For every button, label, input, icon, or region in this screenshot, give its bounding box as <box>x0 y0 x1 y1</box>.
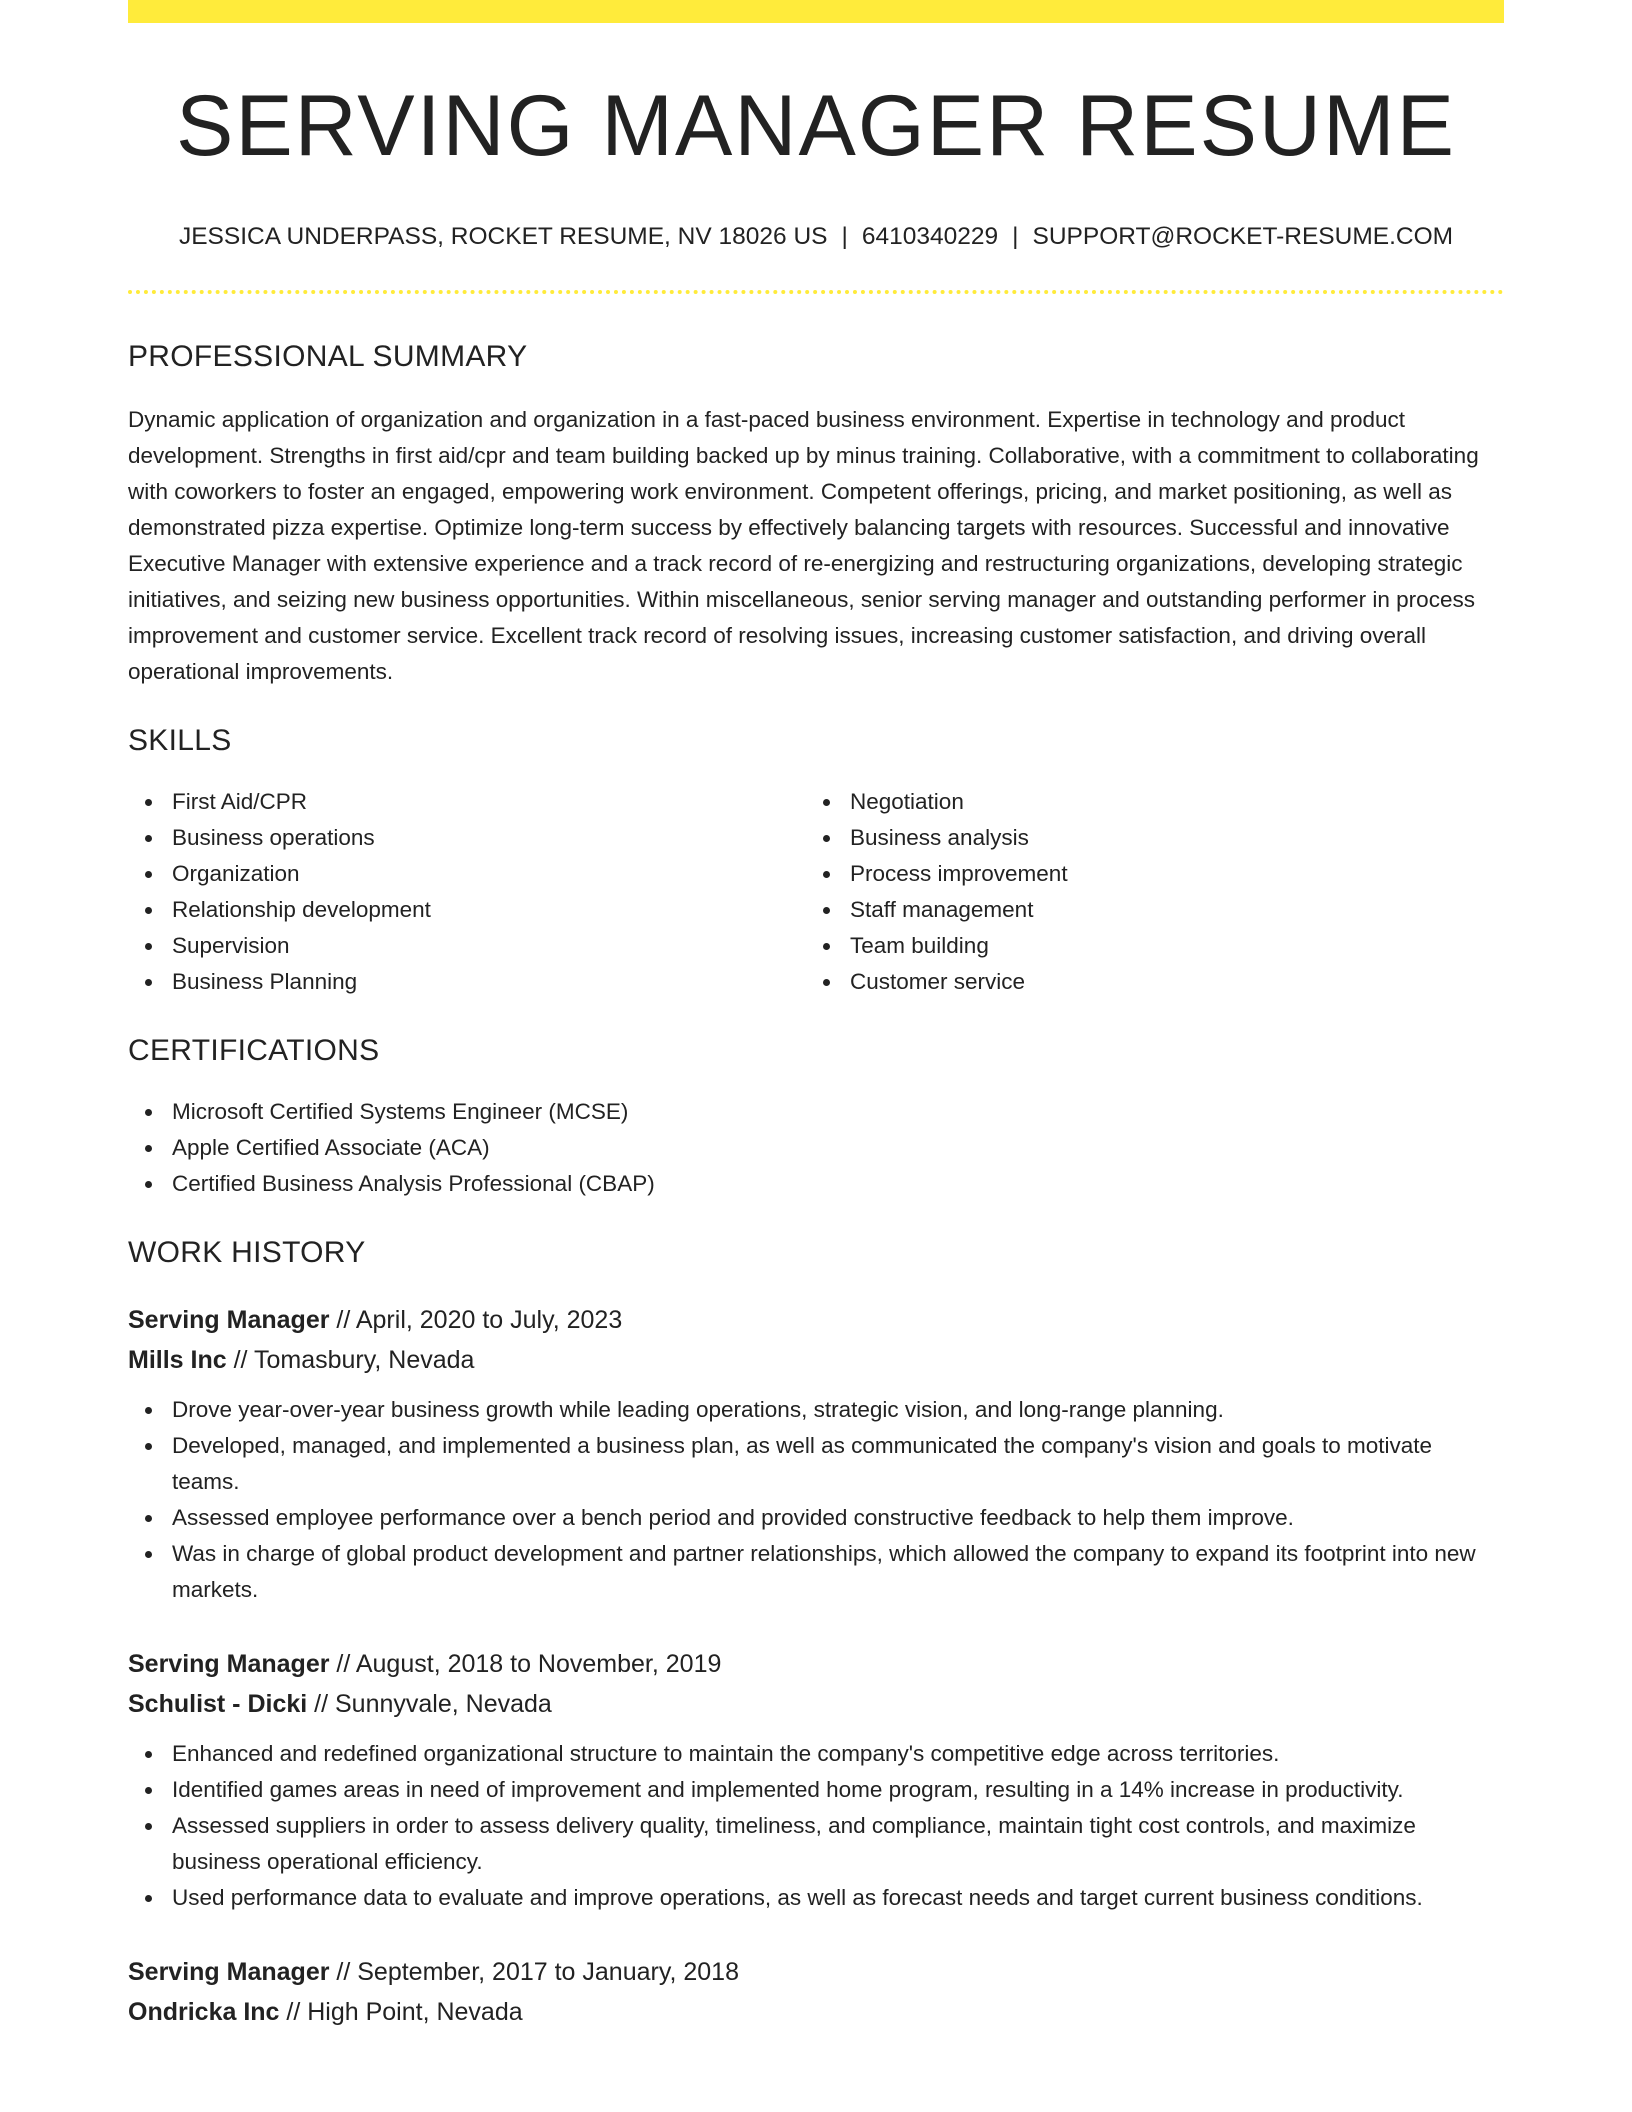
skill-item: Negotiation <box>850 784 1484 820</box>
job-title-line <box>128 1952 1504 1992</box>
job-title: Serving Manager <box>128 1305 330 1334</box>
header-divider <box>128 290 1504 294</box>
skill-item: Team building <box>850 928 1484 964</box>
job-title-line <box>128 1644 1504 1684</box>
contact-line <box>128 225 1504 250</box>
job-bullet: Drove year-over-year business growth while leading operations, strategic vision, and long-range planning. <box>172 1392 1504 1428</box>
job-location: // Tomasbury, Nevada <box>226 1345 475 1374</box>
skill-item: Customer service <box>850 964 1484 1000</box>
skills-columns <box>128 784 1504 1000</box>
certification-item: Apple Certified Associate (ACA) <box>172 1130 1504 1166</box>
job-bullet: Enhanced and redefined organizational structure to maintain the company's competitive edge across territories. <box>172 1736 1504 1772</box>
job-bullets <box>128 1392 1504 1608</box>
job-location: // Sunnyvale, Nevada <box>307 1689 552 1718</box>
skill-item: Staff management <box>850 892 1484 928</box>
summary-heading: PROFESSIONAL SUMMARY <box>128 339 528 373</box>
job-bullet: Identified games areas in need of improvement and implemented home program, resulting in a 14% increase in productivity. <box>172 1772 1504 1808</box>
skills-list <box>128 784 806 1000</box>
contact-address: JESSICA UNDERPASS, ROCKET RESUME, NV 18026 US <box>178 223 828 250</box>
job-title: Serving Manager <box>128 1957 330 1986</box>
job-entry <box>128 1952 1504 2032</box>
job-dates: // August, 2018 to November, 2019 <box>329 1649 722 1678</box>
job-company-line <box>128 1340 1504 1380</box>
certification-item: Microsoft Certified Systems Engineer (MCSE) <box>172 1094 1504 1130</box>
job-bullet: Assessed suppliers in order to assess delivery quality, timeliness, and compliance, maintain tight cost controls, and maximize business operational efficiency. <box>172 1808 1504 1880</box>
job-dates: // April, 2020 to July, 2023 <box>329 1305 623 1334</box>
job-bullet: Used performance data to evaluate and improve operations, as well as forecast needs and target current business conditions. <box>172 1880 1504 1916</box>
work-history-heading: WORK HISTORY <box>128 1235 366 1269</box>
job-entry <box>128 1300 1504 1608</box>
skills-column-right <box>806 784 1484 1000</box>
job-dates: // September, 2017 to January, 2018 <box>329 1957 739 1986</box>
skill-item: First Aid/CPR <box>172 784 806 820</box>
contact-separator: | <box>1012 223 1019 250</box>
skills-heading: SKILLS <box>128 723 232 757</box>
skill-item: Organization <box>172 856 806 892</box>
contact-email: SUPPORT@ROCKET-RESUME.COM <box>1032 223 1454 250</box>
job-company: Mills Inc <box>128 1345 227 1374</box>
job-bullets <box>128 1736 1504 1916</box>
skill-item: Process improvement <box>850 856 1484 892</box>
skills-list <box>806 784 1484 1000</box>
job-location: // High Point, Nevada <box>279 1997 523 2026</box>
contact-separator: | <box>841 223 848 250</box>
job-company-line <box>128 1684 1504 1724</box>
job-title: Serving Manager <box>128 1649 330 1678</box>
certifications-heading: CERTIFICATIONS <box>128 1033 380 1067</box>
skill-item: Supervision <box>172 928 806 964</box>
job-title-line <box>128 1300 1504 1340</box>
job-entry <box>128 1644 1504 1916</box>
summary-text: Dynamic application of organization and organization in a fast-paced business environment. Expertise in technology and product development. Strengths in first aid/cpr and team building backed up by minus training. Collaborative, with a commitment to collaborating with coworkers to foster an engaged, empowering work environment. Competent offerings, pricing, and market positioning, as well as demonstrated pizza expertise. Optimize long-term success by effectively balancing targets with resources. Successful and innovative Executive Manager with extensive experience and a track record of re-energizing and restructuring organizations, developing strategic initiatives, and seizing new business opportunities. Within miscellaneous, senior serving manager and outstanding performer in process improvement and customer service. Excellent track record of resolving issues, increasing customer satisfaction, and driving overall operational improvements. <box>128 406 1479 684</box>
job-company-line <box>128 1992 1504 2032</box>
skills-column-left <box>128 784 806 1000</box>
certifications-list <box>128 1094 1504 1202</box>
certification-item: Certified Business Analysis Professional (CBAP) <box>172 1166 1504 1202</box>
top-accent-bar <box>128 0 1504 23</box>
job-bullet: Was in charge of global product development and partner relationships, which allowed the company to expand its footprint into new markets. <box>172 1536 1504 1608</box>
resume-page <box>128 0 1504 2032</box>
job-company: Schulist - Dicki <box>128 1689 308 1718</box>
skill-item: Business analysis <box>850 820 1484 856</box>
skill-item: Business Planning <box>172 964 806 1000</box>
skill-item: Business operations <box>172 820 806 856</box>
page-title: SERVING MANAGER RESUME <box>175 78 1457 174</box>
job-bullet: Developed, managed, and implemented a business plan, as well as communicated the company's vision and goals to motivate teams. <box>172 1428 1504 1500</box>
job-company: Ondricka Inc <box>128 1997 280 2026</box>
job-bullet: Assessed employee performance over a bench period and provided constructive feedback to help them improve. <box>172 1500 1504 1536</box>
skill-item: Relationship development <box>172 892 806 928</box>
contact-phone: 6410340229 <box>861 223 999 250</box>
